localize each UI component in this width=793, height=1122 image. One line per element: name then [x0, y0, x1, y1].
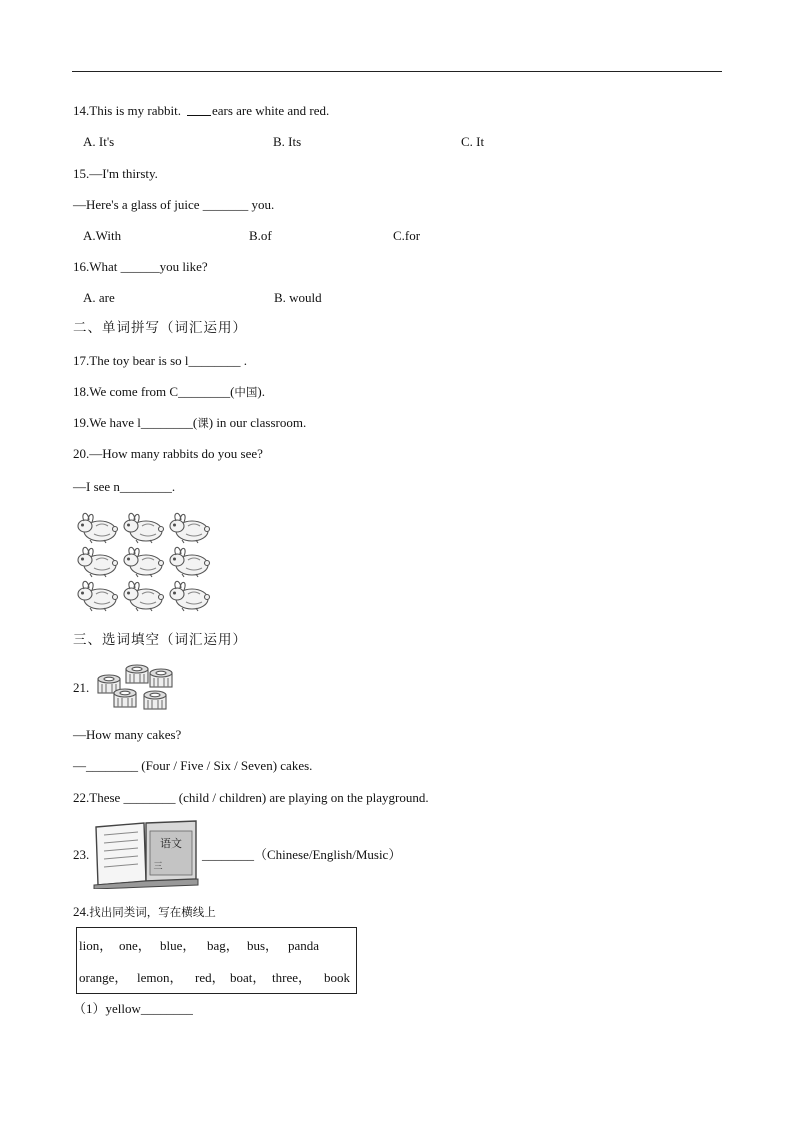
rabbits-picture — [74, 510, 214, 614]
question-20-line-1: 20.—How many rabbits do you see? — [73, 446, 263, 461]
option-b[interactable]: B. Its — [273, 134, 302, 149]
question-14-text-b: ears are white and red. — [211, 103, 330, 118]
book-label-1: 语文 — [160, 837, 182, 850]
question-18 — [73, 384, 265, 400]
answer-blank[interactable] — [187, 103, 211, 116]
question-24-number: 24. — [73, 904, 90, 919]
section-3-title: 三、选词填空（词汇运用） — [73, 632, 247, 648]
book-label-2: 三 — [153, 862, 163, 872]
word-item: lion， — [79, 938, 113, 953]
question-19 — [73, 415, 306, 431]
section-2-title: 二、单词拼写（词汇运用） — [73, 320, 247, 336]
question-15-line-2: —Here's a glass of juice _______ you. — [73, 197, 275, 212]
question-19-text-b: ) in our classroom. — [208, 415, 307, 430]
word-row-2 — [79, 970, 350, 986]
question-20-line-2: —I see n________. — [73, 479, 176, 494]
cakes-picture — [94, 660, 178, 714]
question-19-hint: 课 — [197, 416, 209, 430]
question-22: 22.These ________ (child / children) are playing on the playground. — [73, 790, 429, 805]
word-item: three， — [272, 970, 311, 985]
question-18-text-a: 18.We come from C________( — [73, 384, 235, 399]
word-item: boat， — [230, 970, 266, 985]
question-24-sub-1: （1）yellow________ — [73, 1001, 193, 1016]
question-18-hint: 中国 — [234, 385, 258, 399]
word-row-1 — [79, 938, 319, 954]
book-picture — [92, 819, 200, 889]
question-24-instruction: 找出同类词，写在横线上 — [89, 905, 216, 919]
question-14-text-a: 14.This is my rabbit. — [73, 103, 181, 118]
option-a[interactable]: A. are — [83, 290, 115, 305]
question-18-text-b: ). — [257, 384, 266, 399]
question-24-prompt — [73, 904, 216, 920]
question-21-number: 21. — [73, 680, 90, 695]
word-item: lemon， — [137, 970, 183, 985]
question-14 — [73, 103, 329, 119]
option-c[interactable]: C. It — [461, 134, 485, 149]
word-item: book — [324, 970, 350, 985]
word-item: bus， — [247, 938, 279, 953]
word-item: blue， — [160, 938, 196, 953]
word-item: panda — [288, 938, 320, 953]
question-16: 16.What ______you like? — [73, 259, 208, 274]
word-item: bag， — [207, 938, 239, 953]
option-a[interactable]: A. It's — [83, 134, 115, 149]
question-17: 17.The toy bear is so l________ . — [73, 353, 248, 368]
question-23-text: ________（Chinese/English/Music） — [202, 847, 402, 862]
option-b[interactable]: B. would — [274, 290, 322, 305]
question-19-text-a: 19.We have l________( — [73, 415, 198, 430]
header-rule — [72, 71, 722, 72]
option-c[interactable]: C.for — [393, 228, 421, 243]
option-b[interactable]: B.of — [249, 228, 272, 243]
word-item: orange， — [79, 970, 128, 985]
question-23-number: 23. — [73, 847, 90, 862]
word-box — [76, 927, 357, 994]
question-15-line-1: 15.—I'm thirsty. — [73, 166, 158, 181]
question-21-line-2: —________ (Four / Five / Six / Seven) cakes. — [73, 758, 313, 773]
word-item: red， — [195, 970, 225, 985]
word-item: one， — [119, 938, 151, 953]
question-21-line-1: —How many cakes? — [73, 727, 182, 742]
option-a[interactable]: A.With — [83, 228, 122, 243]
